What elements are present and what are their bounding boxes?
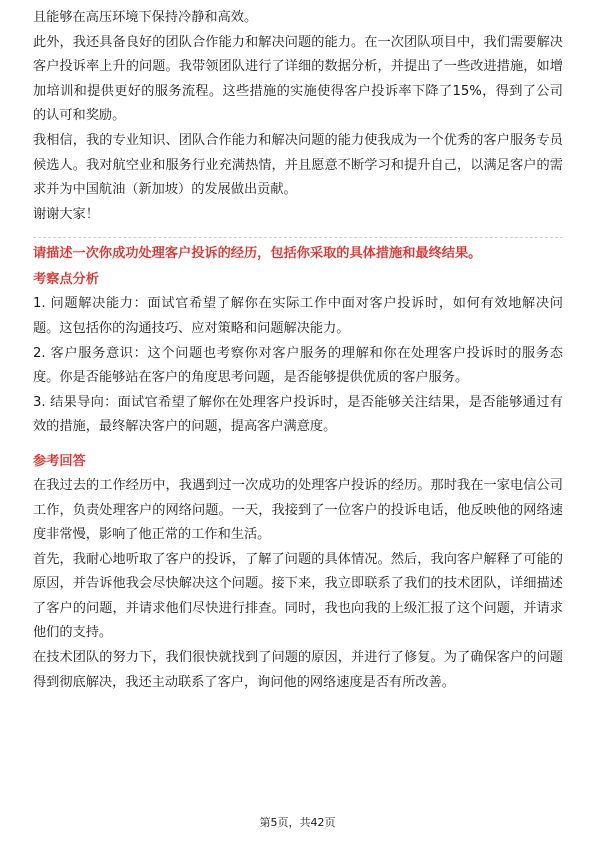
analysis-item: 2. 客户服务意识：这个问题也考察你对客户服务的理解和你在处理客户投诉时的服务态度。你是否能够站在客户的角度思考问题，是否能够提供优质的客户服务。 [33, 345, 563, 386]
answer-paragraph: 在技术团队的努力下，我们很快就找到了问题的原因，并进行了修复。为了确保客户的问题得到彻底解决，我还主动联系了客户，询问他的网络速度是否有所改善。 [33, 650, 563, 690]
section-divider [33, 237, 563, 238]
intro-paragraph: 我相信，我的专业知识、团队合作能力和解决问题的能力使我成为一个优秀的客户服务专员候选人。我对航空业和服务行业充满热情，并且愿意不断学习和提升自己，以满足客户的需求并为中国航油（新加坡）的发展做出贡献。 [33, 132, 563, 198]
intro-paragraph: 且能够在高压环境下保持冷静和高效。 [33, 10, 258, 25]
interview-question: 请描述一次你成功处理客户投诉的经历，包括你采取的具体措施和最终结果。 [33, 246, 482, 262]
page-content [33, 0, 563, 695]
analysis-item: 1. 问题解决能力：面试官希望了解你在实际工作中面对客户投诉时，如何有效地解决问题。这包括你的沟通技巧、应对策略和问题解决能力。 [33, 296, 563, 336]
closing-line: 谢谢大家！ [33, 206, 99, 222]
intro-paragraph: 此外，我还具备良好的团队合作能力和解决问题的能力。在一次团队项目中，我们需要解决客户投诉率上升的问题。我带领团队进行了详细的数据分析，并提出了一些改进措施，如增加培训和提供更好的服务流程。这些措施的实施使得客户投诉率下降了15%，得到了公司的认可和奖励。 [33, 34, 563, 124]
answer-paragraph: 首先，我耐心地听取了客户的投诉，了解了问题的具体情况。然后，我向客户解释了可能的原因，并告诉他我会尽快解决这个问题。接下来，我立即联系了我们的技术团队，详细描述了客户的问题，并请求他们尽快进行排查。同时，我也向我的上级汇报了这个问题，并请求他们的支持。 [33, 551, 563, 641]
page-number-footer: 第5页，共42页 [259, 816, 336, 829]
analysis-item: 3. 结果导向：面试官希望了解你在处理客户投诉时，是否能够关注结果，是否能够通过有效的措施，最终解决客户的问题，提高客户满意度。 [33, 394, 563, 435]
analysis-title: 考察点分析 [33, 272, 99, 288]
answer-paragraph: 在我过去的工作经历中，我遇到过一次成功的处理客户投诉的经历。那时我在一家电信公司工作，负责处理客户的网络问题。一天，我接到了一位客户的投诉电话，他反映他的网络速度非常慢，影响了他正常的工作和生活。 [33, 477, 563, 543]
answer-title: 参考回答 [33, 453, 86, 469]
